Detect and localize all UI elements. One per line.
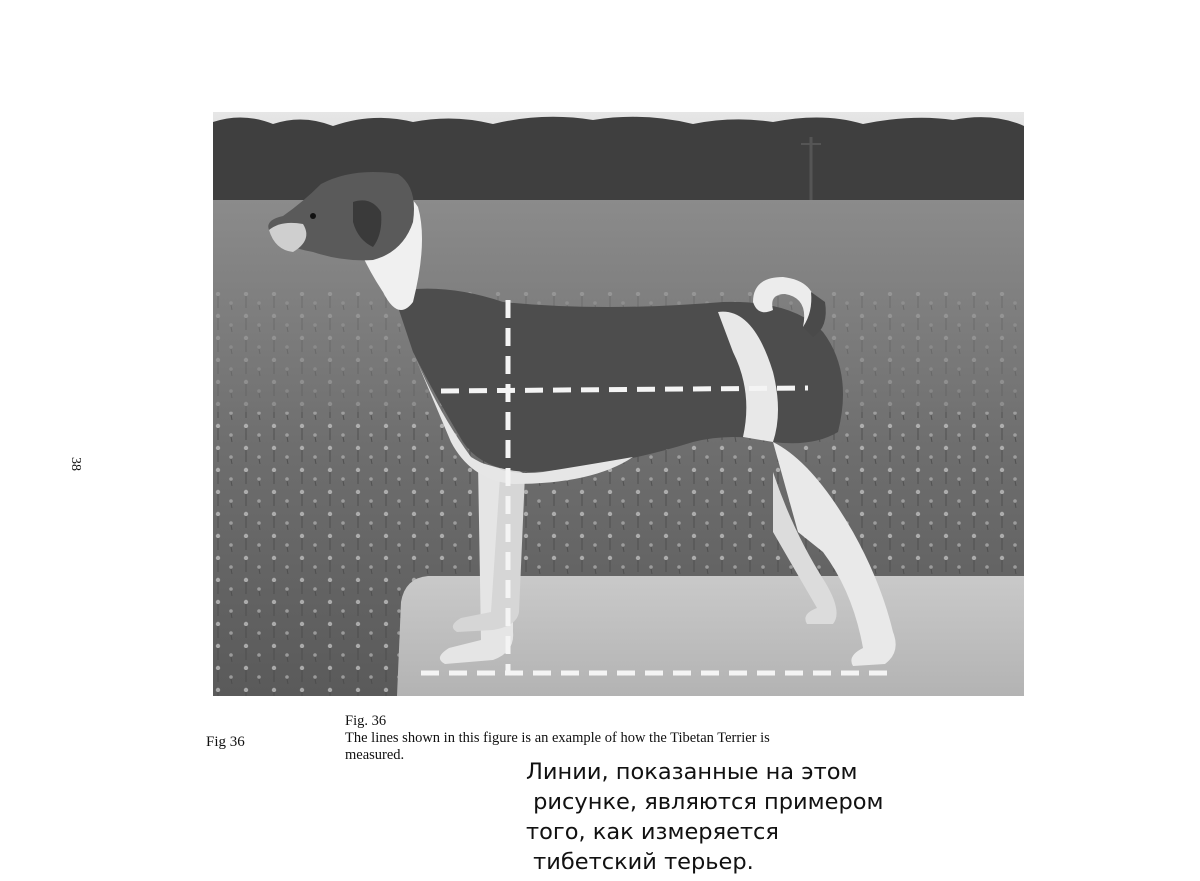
page-number: 38: [68, 457, 83, 471]
translation-line: рисунке, являются примером: [526, 789, 884, 815]
caption-title: Fig. 36: [345, 713, 387, 729]
dog-measurement-photo: [213, 112, 1024, 696]
caption-text: The lines shown in this figure is an example of how the Tibetan Terrier is measured.: [345, 730, 770, 763]
russian-translation: [526, 757, 946, 877]
translation-line: тибетский терьер.: [526, 849, 754, 875]
figure-side-label: Fig 36: [206, 734, 245, 750]
translation-line: Линии, показанные на этом: [526, 759, 858, 785]
translation-line: того, как измеряется: [526, 819, 779, 845]
